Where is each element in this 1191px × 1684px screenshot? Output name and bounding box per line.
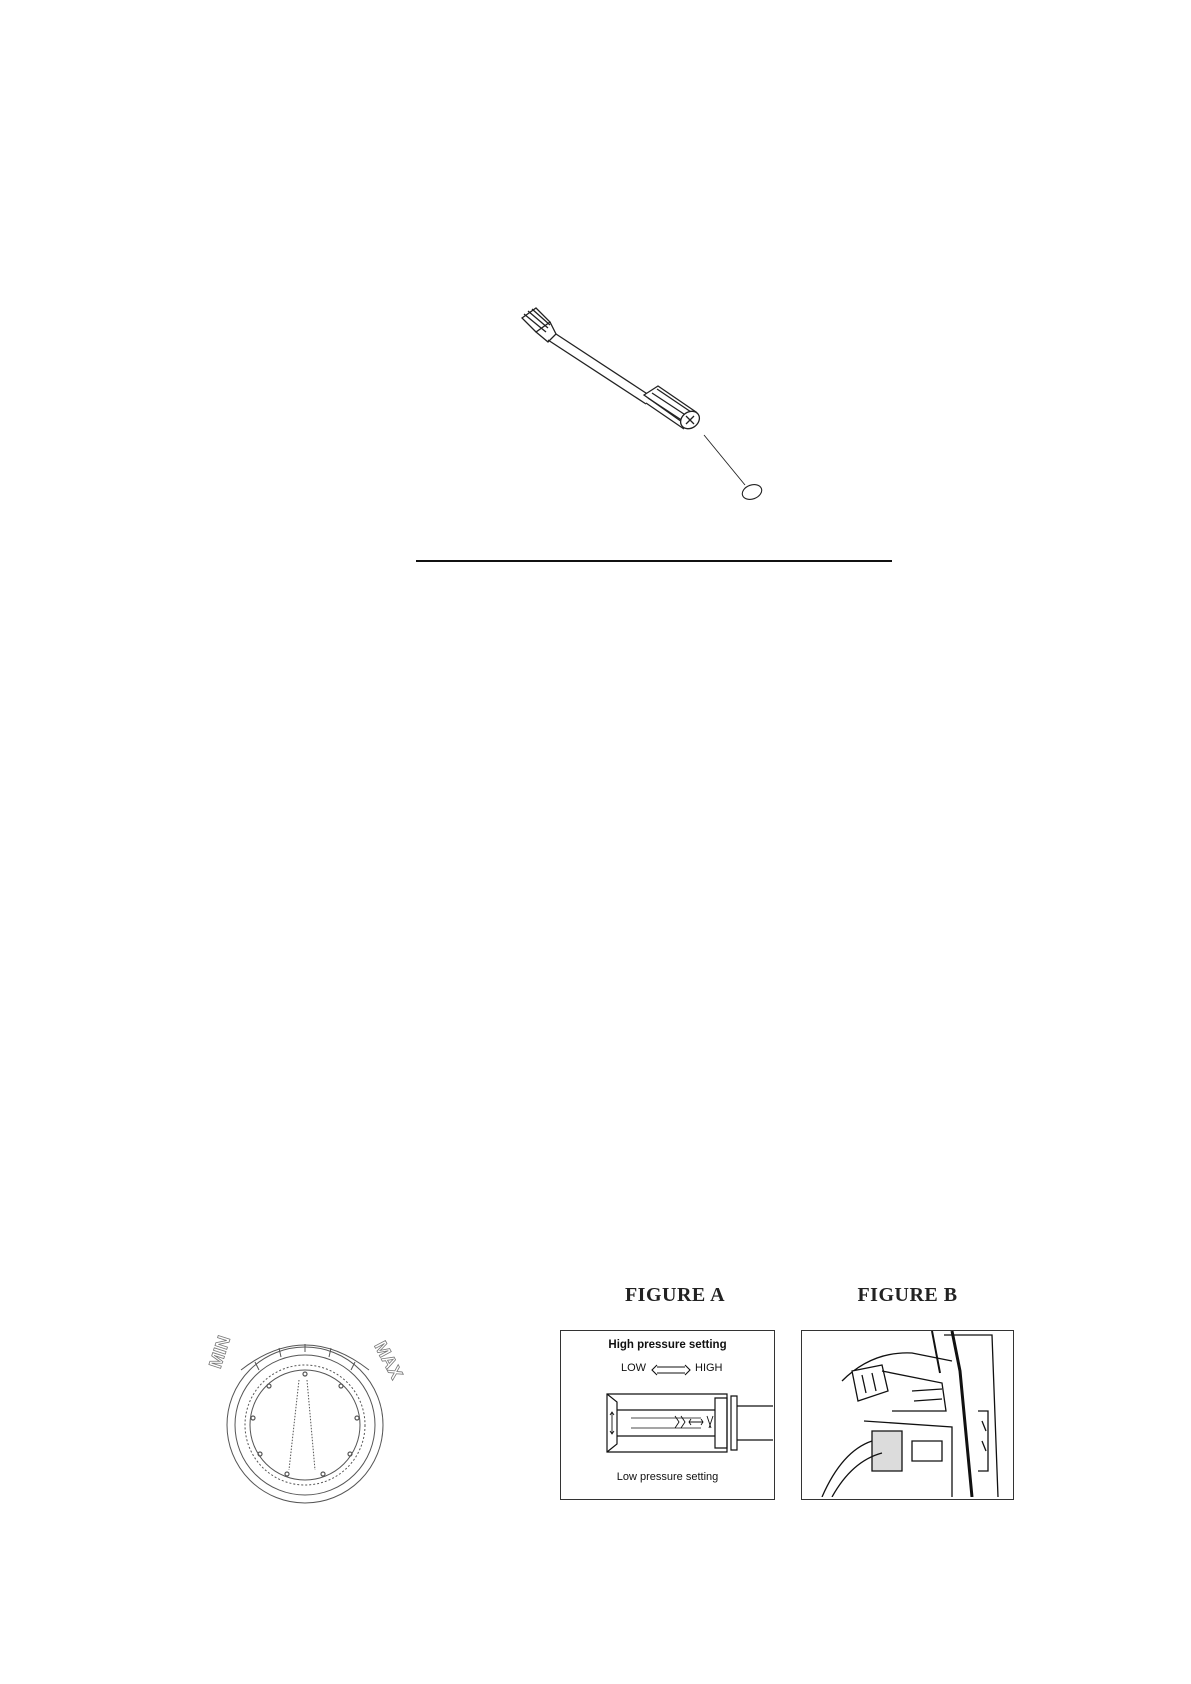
pressure-washer-body-illustration bbox=[802, 1331, 1012, 1497]
pressure-dial-illustration bbox=[195, 1300, 415, 1510]
figure-a-panel bbox=[560, 1330, 775, 1500]
double-arrow-icon bbox=[651, 1364, 691, 1376]
low-label: LOW bbox=[621, 1362, 647, 1374]
spray-wand-illustration bbox=[500, 300, 800, 520]
figure-b-panel bbox=[801, 1330, 1014, 1500]
divider-line bbox=[416, 560, 892, 562]
high-pressure-heading: High pressure setting bbox=[608, 1339, 727, 1351]
figure-a-caption: FIGURE A bbox=[624, 1284, 726, 1306]
nozzle-icon bbox=[605, 1388, 775, 1458]
low-pressure-footer: Low pressure setting bbox=[616, 1471, 719, 1483]
high-label: HIGH bbox=[695, 1362, 723, 1374]
dial-max-label: MAX bbox=[370, 1337, 407, 1383]
dial-min-label: MIN bbox=[205, 1333, 235, 1371]
figure-b-caption: FIGURE B bbox=[857, 1284, 958, 1306]
